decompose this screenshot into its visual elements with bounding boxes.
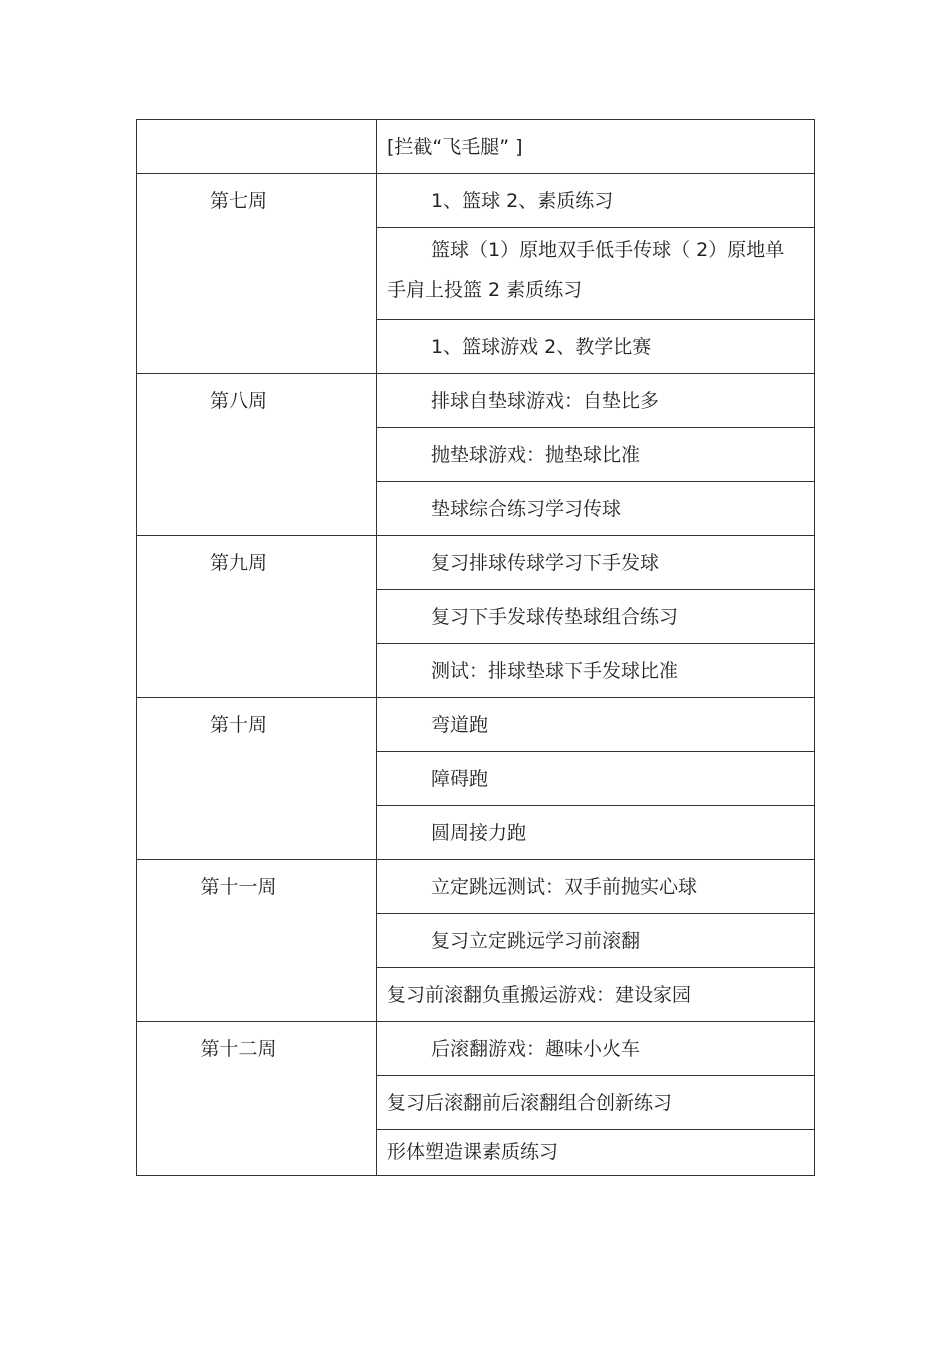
activity-cell: 形体塑造课素质练习 [377,1130,815,1176]
activity-cell: 复习前滚翻负重搬运游戏：建设家园 [377,968,815,1022]
activity-cell: 测试：排球垫球下手发球比准 [377,644,815,698]
activity-text: 篮球（1）原地双手低手传球（ 2）原地单手肩上投篮 2 素质练习 [387,239,785,301]
activity-cell: [拦截“飞毛腿” ] [377,120,815,174]
activity-cell: 后滚翻游戏：趣味小火车 [377,1022,815,1076]
activity-cell: 复习排球传球学习下手发球 [377,536,815,590]
week-label: 第十一周 [200,876,277,898]
activity-cell: 抛垫球游戏：抛垫球比准 [377,428,815,482]
week-label: 第九周 [209,552,267,574]
week-cell [137,120,377,174]
activity-cell: 复习后滚翻前后滚翻组合创新练习 [377,1076,815,1130]
week-cell [137,1022,377,1176]
week-label: 第七周 [209,190,267,212]
activity-cell: 1、篮球 2、素质练习 [377,174,815,228]
table-row [137,698,815,752]
week-cell [137,536,377,698]
activity-cell: 圆周接力跑 [377,806,815,860]
table-row [137,174,815,228]
activity-cell: 立定跳远测试：双手前抛实心球 [377,860,815,914]
week-label [137,120,340,127]
activity-cell: 1、篮球游戏 2、教学比赛 [377,320,815,374]
week-label: 第八周 [209,390,267,412]
activity-cell: 排球自垫球游戏：自垫比多 [377,374,815,428]
week-cell [137,698,377,860]
week-label: 第十周 [209,714,267,736]
table-row [137,120,815,174]
activity-cell: 弯道跑 [377,698,815,752]
table-row [137,1022,815,1076]
weekly-schedule-table [136,119,815,1176]
table-row [137,374,815,428]
activity-cell: 垫球综合练习学习传球 [377,482,815,536]
activity-cell [377,228,815,320]
activity-cell: 复习下手发球传垫球组合练习 [377,590,815,644]
week-cell [137,174,377,374]
activity-cell: 障碍跑 [377,752,815,806]
activity-cell: 复习立定跳远学习前滚翻 [377,914,815,968]
week-cell [137,860,377,1022]
table-row [137,860,815,914]
week-label: 第十二周 [200,1038,277,1060]
table-row [137,536,815,590]
week-cell [137,374,377,536]
